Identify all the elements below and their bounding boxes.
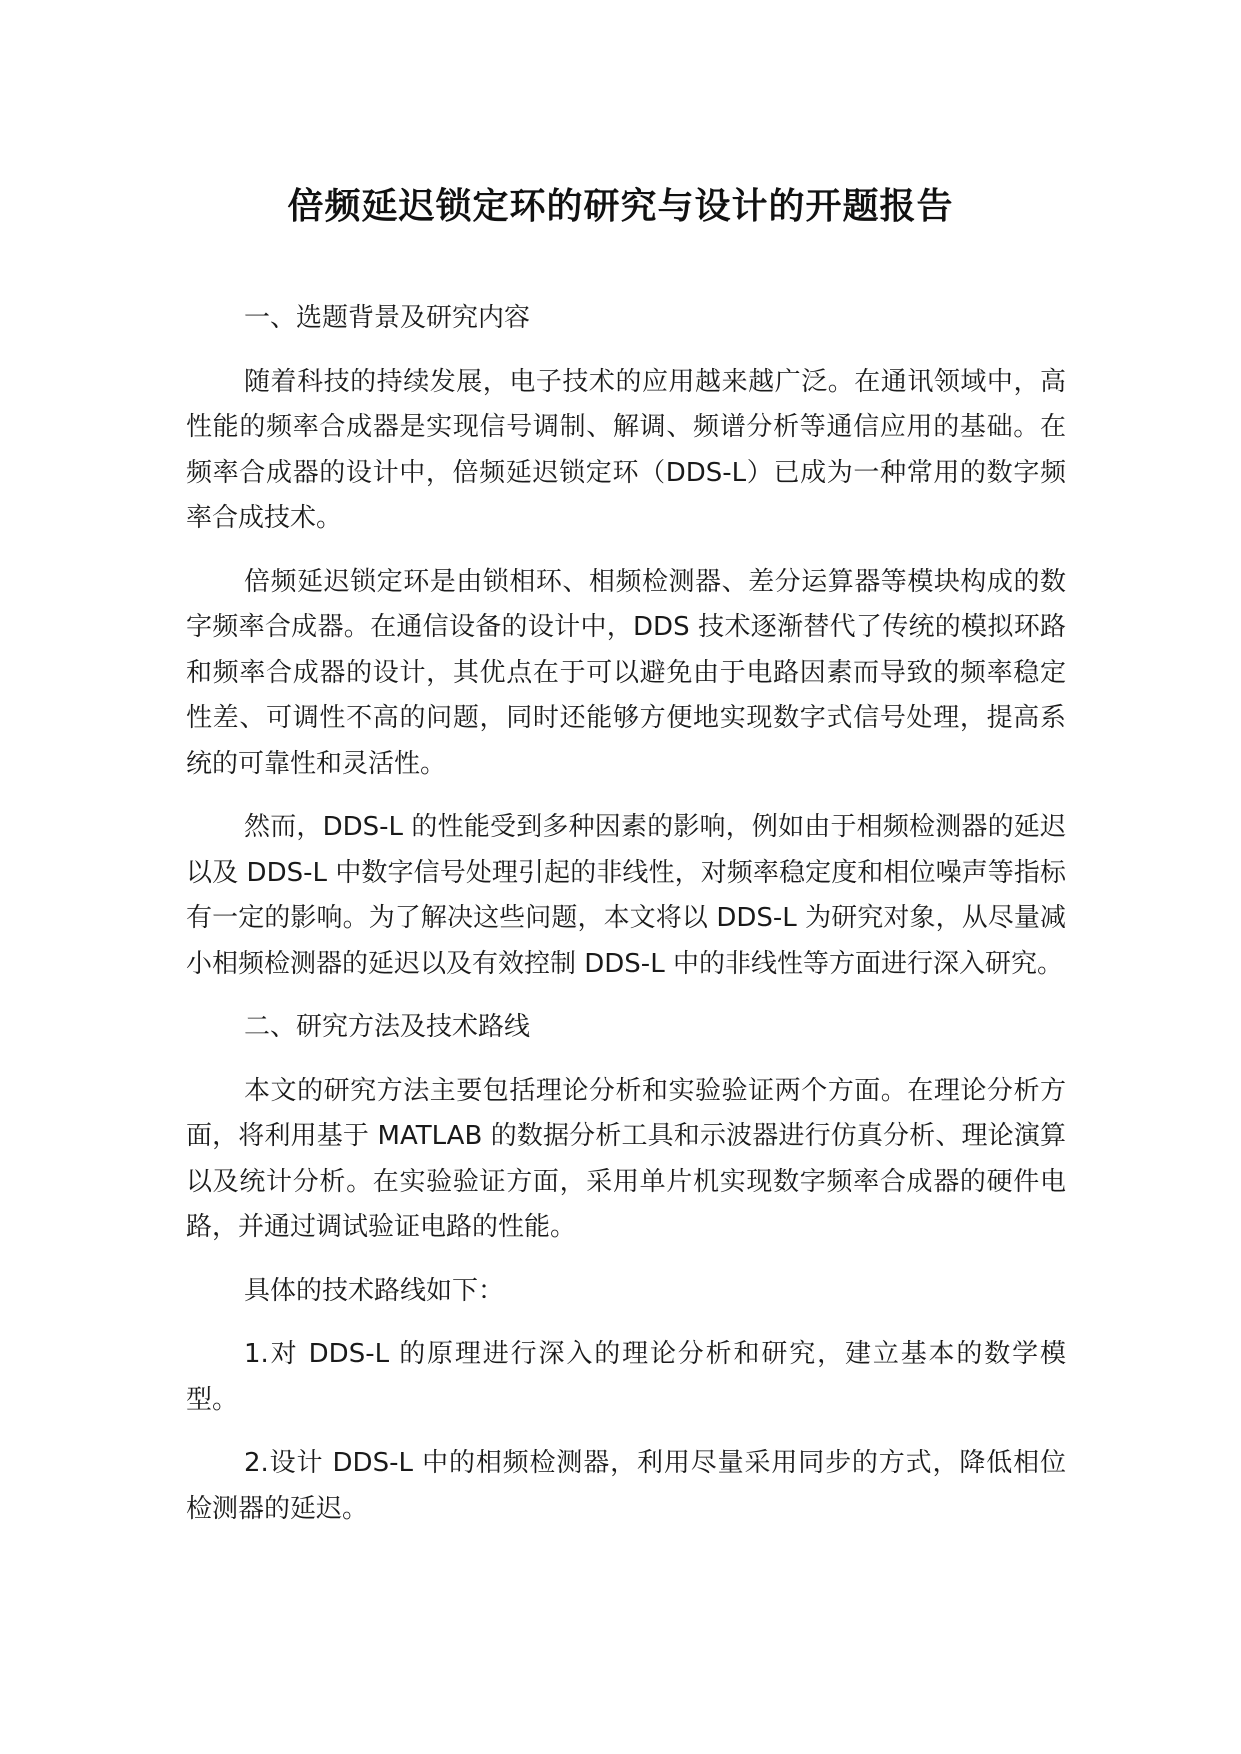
- paragraph-methods-1: 本文的研究方法主要包括理论分析和实验验证两个方面。在理论分析方面，将利用基于 MATLAB 的数据分析工具和示波器进行仿真分析、理论演算以及统计分析。在实验验证方面，采用单片机实现数字频率合成器的硬件电路，并通过调试验证电路的性能。: [186, 1075, 1066, 1242]
- section-heading-methods: 二、研究方法及技术路线: [244, 1012, 531, 1042]
- paragraph-background-1: 随着科技的持续发展，电子技术的应用越来越广泛。在通讯领域中，高性能的频率合成器是实现信号调制、解调、频谱分析等通信应用的基础。在频率合成器的设计中，倍频延迟锁定环（DDS-L）已成为一种常用的数字频率合成技术。: [186, 366, 1066, 533]
- route-step-2: 2.设计 DDS-L 中的相频检测器，利用尽量采用同步的方式，降低相位检测器的延迟。: [186, 1448, 1066, 1524]
- paragraph-background-2: 倍频延迟锁定环是由锁相环、相频检测器、差分运算器等模块构成的数字频率合成器。在通信设备的设计中，DDS 技术逐渐替代了传统的模拟环路和频率合成器的设计，其优点在于可以避免由于电路因素而导致的频率稳定性差、可调性不高的问题，同时还能够方便地实现数字式信号处理，提高系统的可靠性和灵活性。: [186, 566, 1066, 779]
- document-title: 倍频延迟锁定环的研究与设计的开题报告: [287, 186, 954, 227]
- section-heading-background: 一、选题背景及研究内容: [244, 303, 531, 333]
- route-step-1: 1.对 DDS-L 的原理进行深入的理论分析和研究，建立基本的数学模型。: [186, 1339, 1066, 1415]
- document-body: [186, 296, 1066, 1550]
- paragraph-route-intro: 具体的技术路线如下：: [244, 1275, 505, 1306]
- paragraph-background-3: 然而，DDS-L 的性能受到多种因素的影响，例如由于相频检测器的延迟以及 DDS-L 中数字信号处理引起的非线性，对频率稳定度和相位噪声等指标有一定的影响。为了解决这些问题，本文将以 DDS-L 为研究对象，从尽量减小相频检测器的延迟以及有效控制 DDS-L 中的非线性等方面进行深入研究。: [186, 812, 1066, 979]
